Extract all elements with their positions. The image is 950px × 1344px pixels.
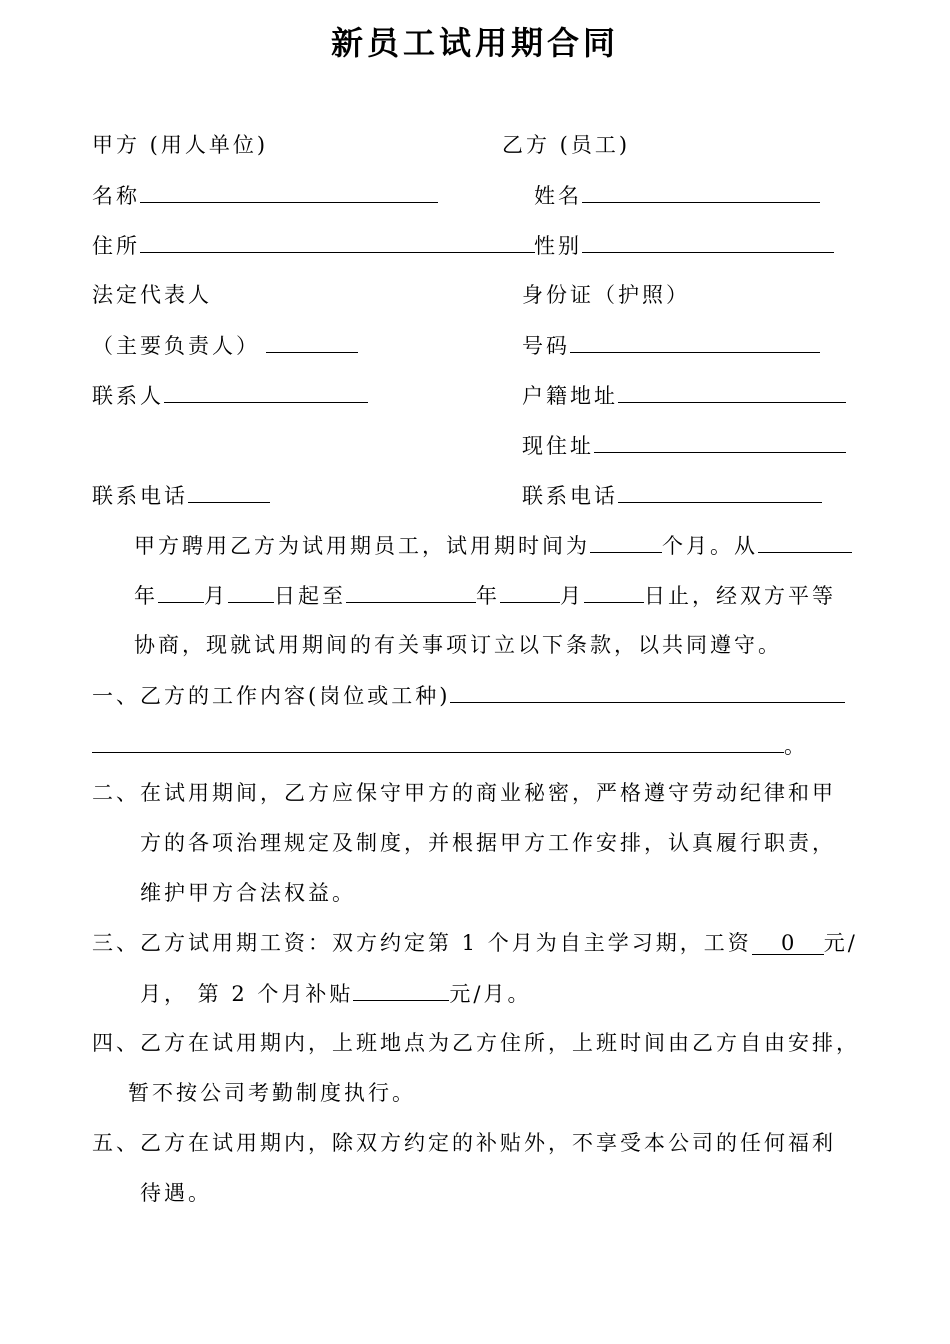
clause-3-line-2 xyxy=(140,978,531,1009)
intro-seg2: 个月。从 xyxy=(662,534,758,558)
party-b-name-label: 姓名 xyxy=(534,184,582,208)
work-content-field-2[interactable] xyxy=(92,730,784,753)
intro-line-1 xyxy=(134,530,852,561)
intro-seg5: 日起至 xyxy=(274,584,346,608)
party-b-heading: 乙方 (员工) xyxy=(502,133,631,157)
clause-1-end: 。 xyxy=(784,734,808,758)
intro-seg8: 日止，经双方平等 xyxy=(644,584,836,608)
intro-line-3: 协商，现就试用期间的有关事项订立以下条款，以共同遵守。 xyxy=(134,633,782,657)
party-a-phone-field[interactable] xyxy=(188,480,270,503)
party-b-residence-label: 现住址 xyxy=(522,434,594,458)
party-a-heading: 甲方 (用人单位) xyxy=(92,133,269,157)
end-month-field[interactable] xyxy=(500,580,560,603)
page-title: 新员工试用期合同 xyxy=(330,24,619,62)
clause-3-text-c: 月， 第 2 个月补贴 xyxy=(140,982,354,1006)
party-b-phone-row xyxy=(522,480,822,511)
clause-1-text: 一、乙方的工作内容(岗位或工种) xyxy=(92,684,451,708)
intro-line-2 xyxy=(134,580,836,611)
clause-4-line-1: 四、乙方在试用期内，上班地点为乙方住所，上班时间由乙方自由安排， xyxy=(92,1031,860,1055)
party-a-rep-row xyxy=(92,330,358,361)
party-b-household-row xyxy=(522,380,846,411)
trial-months-field[interactable] xyxy=(590,530,662,553)
clause-3-text-a: 三、乙方试用期工资：双方约定第 1 个月为自主学习期，工资 xyxy=(92,931,752,955)
party-a-rep-label-2: （主要负责人） xyxy=(92,334,260,358)
party-a-address-label: 住所 xyxy=(92,234,140,258)
clause-3-line-1 xyxy=(92,928,858,958)
party-a-contact-field[interactable] xyxy=(164,380,368,403)
clause-1-row xyxy=(92,680,845,711)
start-year-field[interactable] xyxy=(758,530,852,553)
intro-seg6: 年 xyxy=(476,584,500,608)
clause-3-text-d: 元/月。 xyxy=(449,982,532,1006)
party-a-rep-label-1: 法定代表人 xyxy=(92,283,212,307)
party-b-residence-row xyxy=(522,430,846,461)
clause-5-line-1: 五、乙方在试用期内，除双方约定的补贴外，不享受本公司的任何福利 xyxy=(92,1131,836,1155)
clause-3-text-b: 元/ xyxy=(823,931,858,955)
party-b-household-label: 户籍地址 xyxy=(522,384,618,408)
party-a-address-row xyxy=(92,230,535,261)
clause-2-line-3: 维护甲方合法权益。 xyxy=(140,881,356,905)
party-b-gender-label: 性别 xyxy=(534,234,582,258)
party-a-address-field[interactable] xyxy=(140,230,535,253)
intro-seg4: 月 xyxy=(204,584,228,608)
start-month-field[interactable] xyxy=(158,580,204,603)
party-a-contact-row xyxy=(92,380,368,411)
end-year-field[interactable] xyxy=(346,580,476,603)
intro-seg1: 甲方聘用乙方为试用期员工，试用期时间为 xyxy=(134,534,590,558)
party-b-phone-label: 联系电话 xyxy=(522,484,618,508)
clause-4-line-2: 暂不按公司考勤制度执行。 xyxy=(128,1081,416,1105)
party-b-id-field[interactable] xyxy=(570,330,820,353)
party-b-gender-field[interactable] xyxy=(582,230,834,253)
intro-seg3: 年 xyxy=(134,584,158,608)
party-a-name-label: 名称 xyxy=(92,184,140,208)
party-a-rep-field[interactable] xyxy=(266,330,358,353)
party-a-name-row xyxy=(92,180,438,211)
work-content-field[interactable] xyxy=(450,680,845,703)
party-b-residence-field[interactable] xyxy=(594,430,846,453)
party-b-id-label-1: 身份证（护照） xyxy=(522,283,690,307)
party-b-name-row xyxy=(534,180,820,211)
party-b-household-field[interactable] xyxy=(618,380,846,403)
second-month-subsidy-field[interactable] xyxy=(353,978,449,1001)
party-b-gender-row xyxy=(534,230,834,261)
first-month-salary-field[interactable]: 0 xyxy=(752,932,824,955)
party-a-name-field[interactable] xyxy=(140,180,438,203)
party-b-phone-field[interactable] xyxy=(618,480,822,503)
intro-seg7: 月 xyxy=(560,584,584,608)
clause-2-line-2: 方的各项治理规定及制度，并根据甲方工作安排，认真履行职责， xyxy=(140,831,836,855)
clause-2-line-1: 二、在试用期间，乙方应保守甲方的商业秘密，严格遵守劳动纪律和甲 xyxy=(92,781,836,805)
party-b-id-label-2: 号码 xyxy=(522,334,570,358)
clause-1-row-2 xyxy=(92,730,808,761)
party-a-contact-label: 联系人 xyxy=(92,384,164,408)
party-b-id-row xyxy=(522,330,820,361)
end-day-field[interactable] xyxy=(584,580,644,603)
clause-5-line-2: 待遇。 xyxy=(140,1181,212,1205)
party-a-phone-row xyxy=(92,480,270,511)
party-a-phone-label: 联系电话 xyxy=(92,484,188,508)
party-b-name-field[interactable] xyxy=(582,180,820,203)
start-day-field[interactable] xyxy=(228,580,274,603)
